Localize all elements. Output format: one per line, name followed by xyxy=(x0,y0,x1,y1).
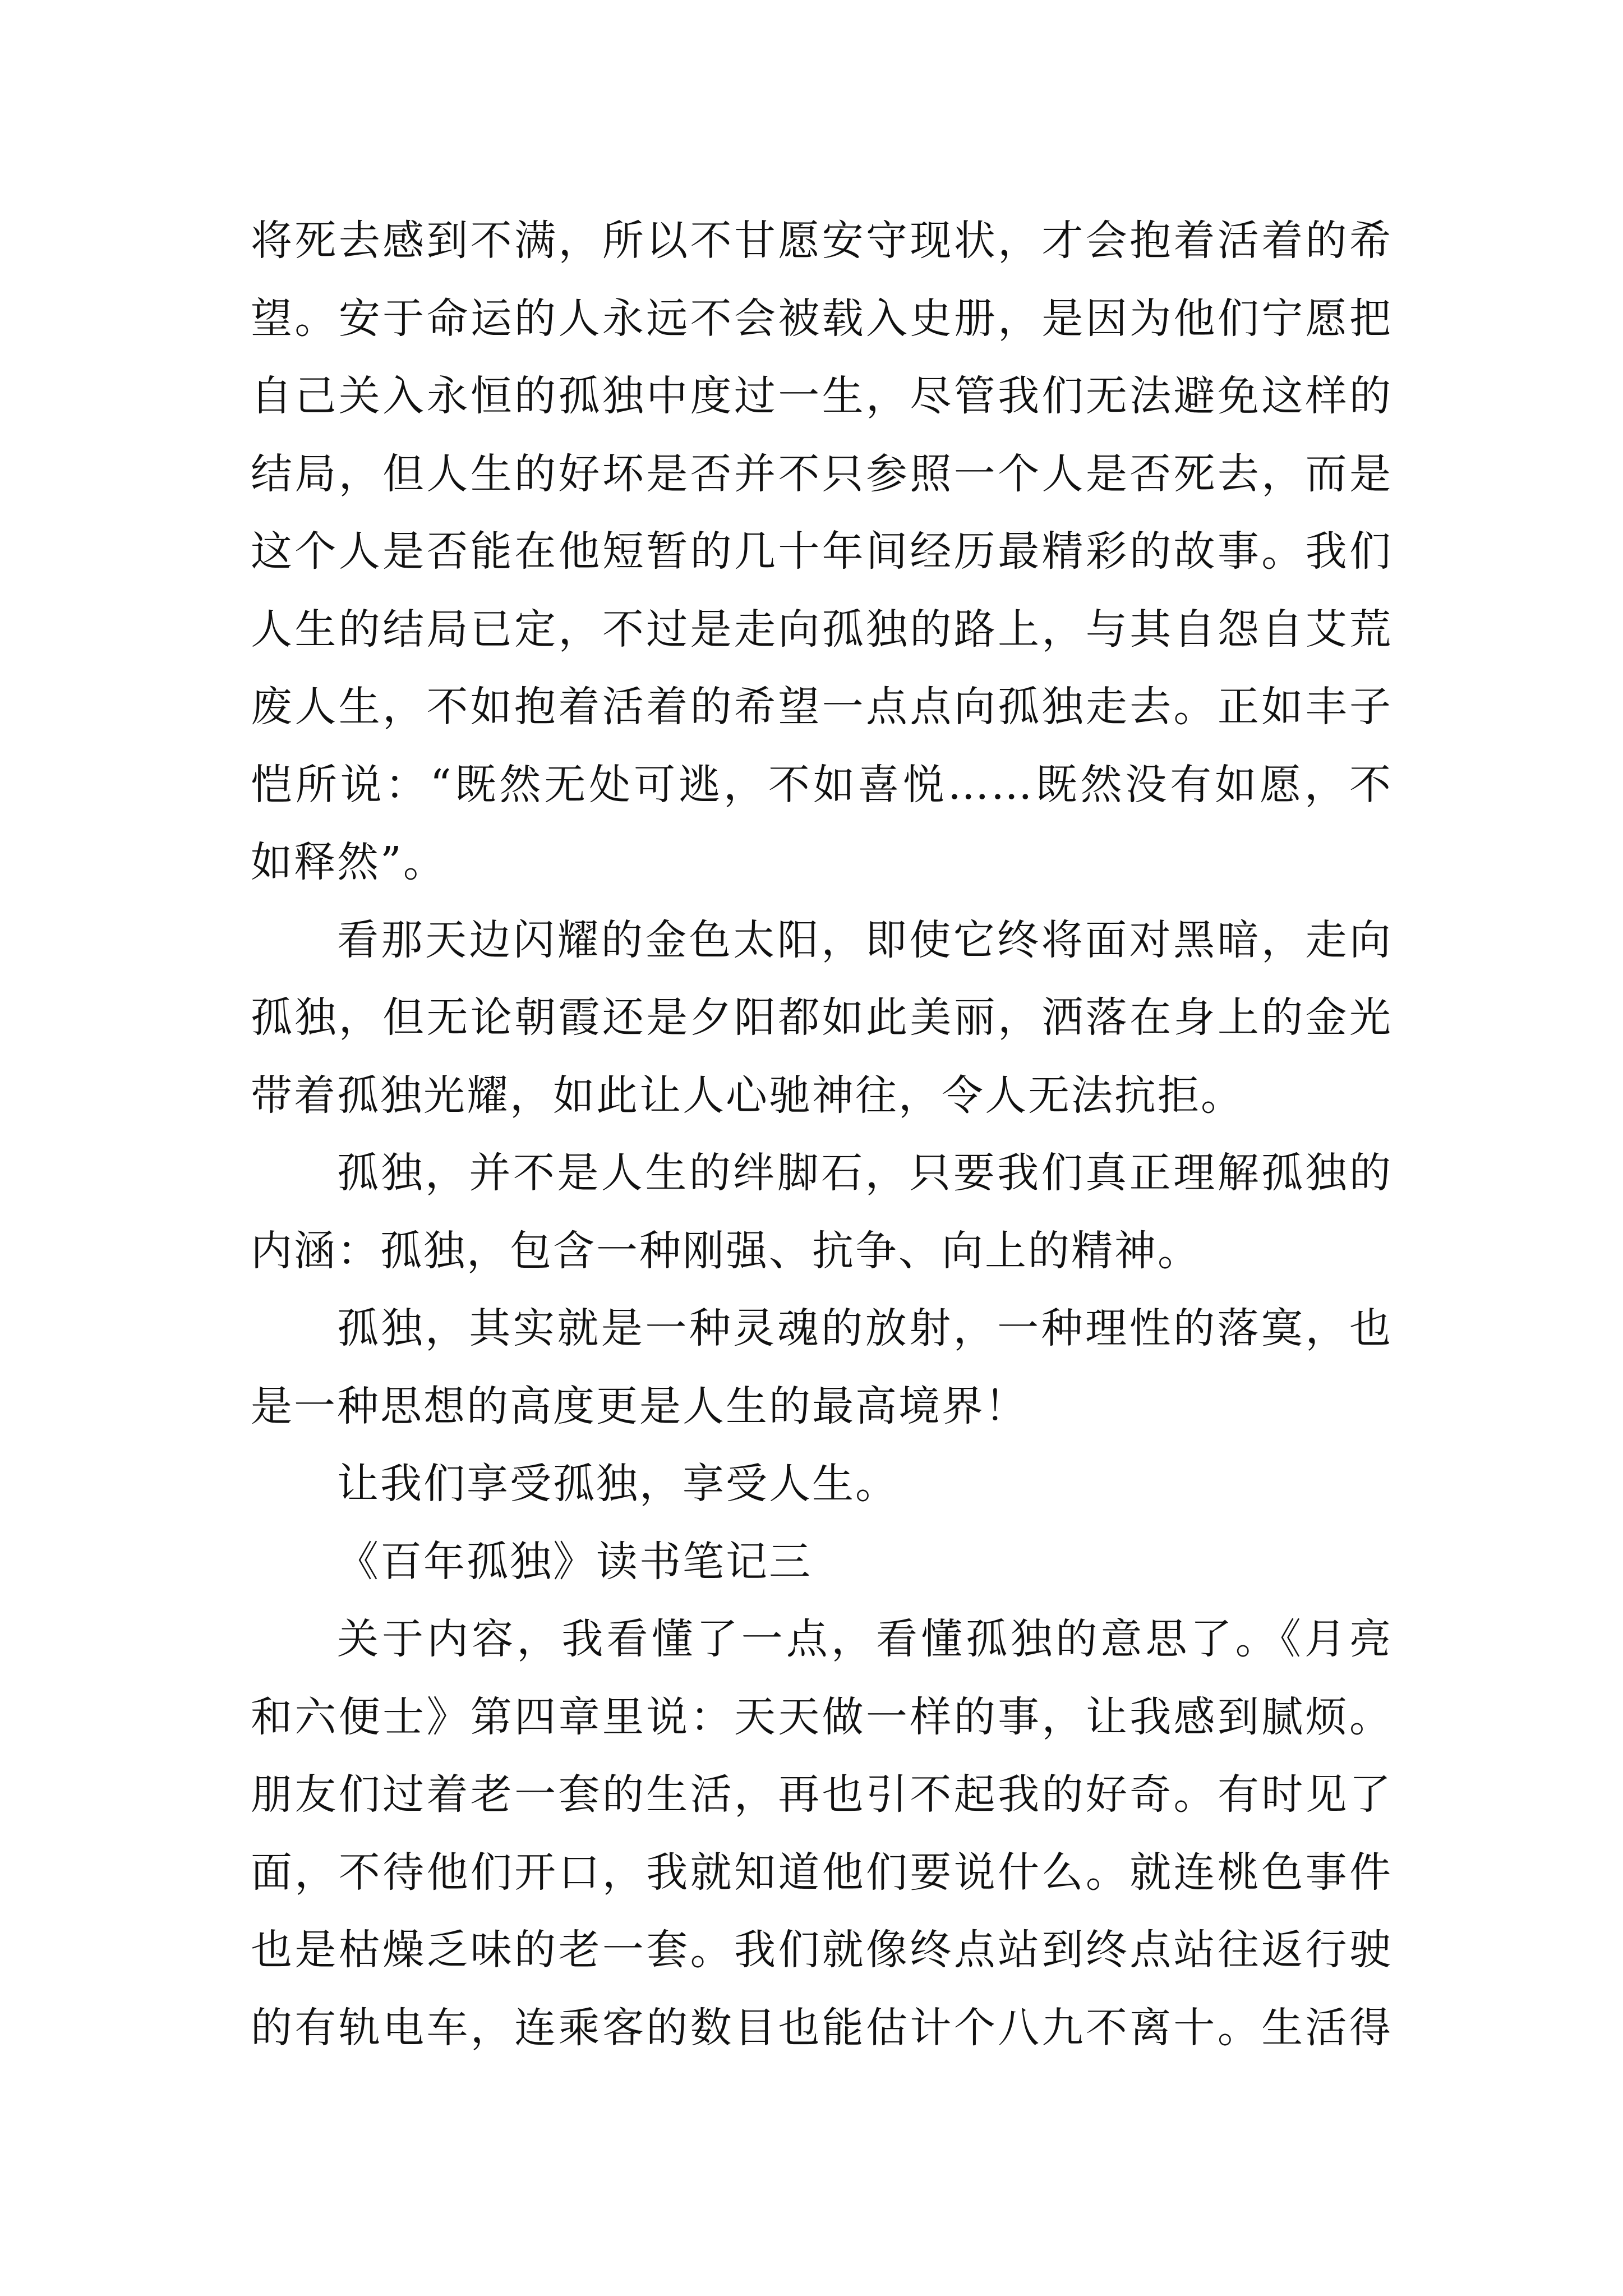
text-line: 自己关入永恒的孤独中度过一生，尽管我们无法避免这样的 xyxy=(251,372,1393,420)
text-line: 孤独，其实就是一种灵魂的放射，一种理性的落寞，也 xyxy=(337,1304,1393,1352)
text-line: 这个人是否能在他短暂的几十年间经历最精彩的故事。我们 xyxy=(251,527,1393,576)
text-line: 关于内容，我看懂了一点，看懂孤独的意思了。《月亮 xyxy=(337,1615,1393,1663)
text-line: 和六便士》第四章里说：天天做一样的事，让我感到腻烦。 xyxy=(251,1692,1393,1741)
text-line: 朋友们过着老一套的生活，再也引不起我的好奇。有时见了 xyxy=(251,1770,1393,1819)
paragraph xyxy=(251,1290,1393,1445)
paragraph xyxy=(251,1134,1393,1290)
text-line: 孤独，但无论朝霞还是夕阳都如此美丽，洒落在身上的金光 xyxy=(251,993,1393,1042)
paragraph xyxy=(251,1600,1393,2067)
text-line: 恺所说：“既然无处可逃，不如喜悦……既然没有如愿，不 xyxy=(251,760,1393,809)
paragraph xyxy=(251,1445,1393,1523)
text-line: 结局，但人生的好坏是否并不只参照一个人是否死去，而是 xyxy=(251,449,1393,498)
text-line: 将死去感到不满，所以不甘愿安守现状，才会抱着活着的希 xyxy=(251,217,1393,265)
text-line: 面，不待他们开口，我就知道他们要说什么。就连桃色事件 xyxy=(251,1848,1393,1897)
text-line: 带着孤独光耀，如此让人心驰神往，令人无法抗拒。 xyxy=(251,1071,1244,1120)
document-body xyxy=(251,202,1393,2067)
section-heading-block xyxy=(251,1523,1393,1601)
text-line: 人生的结局已定，不过是走向孤独的路上，与其自怨自艾荒 xyxy=(251,605,1393,654)
text-line: 的有轨电车，连乘客的数目也能估计个八九不离十。生活得 xyxy=(251,2003,1393,2052)
text-line: 如释然”。 xyxy=(251,838,446,886)
text-line: 孤独，并不是人生的绊脚石，只要我们真正理解孤独的 xyxy=(337,1149,1393,1197)
text-line: 让我们享受孤独，享受人生。 xyxy=(337,1460,898,1508)
text-line: 也是枯燥乏味的老一套。我们就像终点站到终点站往返行驶 xyxy=(251,1926,1393,1974)
text-line: 废人生，不如抱着活着的希望一点点向孤独走去。正如丰子 xyxy=(251,683,1393,731)
text-line: 内涵：孤独，包含一种刚强、抗争、向上的精神。 xyxy=(251,1226,1201,1275)
text-line: 看那天边闪耀的金色太阳，即使它终将面对黑暗，走向 xyxy=(337,915,1393,964)
paragraph xyxy=(251,202,1393,901)
text-line: 望。安于命运的人永远不会被载入史册，是因为他们宁愿把 xyxy=(251,294,1393,343)
section-heading: 《百年孤独》读书笔记三 xyxy=(337,1537,812,1586)
text-line: 是一种思想的高度更是人生的最高境界！ xyxy=(251,1382,1028,1430)
paragraph xyxy=(251,901,1393,1135)
